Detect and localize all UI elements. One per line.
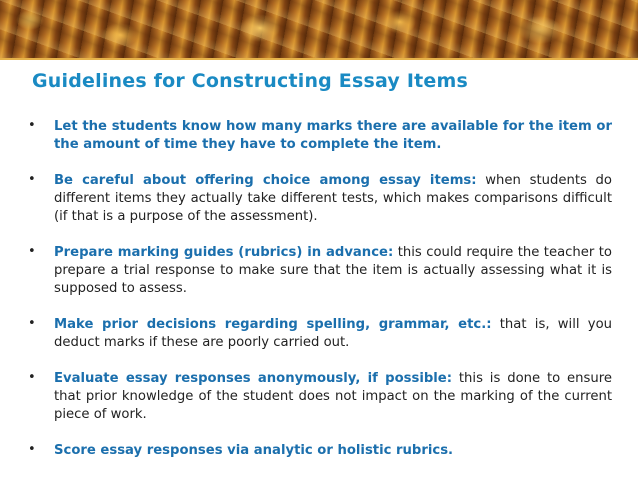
guideline-lead: Be careful about offering choice among essay items:	[54, 173, 477, 188]
guideline-item	[28, 442, 612, 460]
header-banner-image	[0, 0, 638, 58]
banner-texture	[0, 0, 638, 58]
guideline-text: that is, will you deduct marks if these are poorly carried out.	[54, 317, 612, 350]
bullet-icon: •	[28, 370, 36, 385]
guideline-text: this could require the teacher to prepare a trial response to make sure that the item is actually assessing what it is supposed to assess.	[54, 245, 613, 296]
guideline-item	[28, 244, 612, 298]
bullet-icon: •	[28, 316, 36, 331]
bullet-icon: •	[28, 118, 36, 133]
guideline-text: this is done to ensure that prior knowledge of the student does not impact on the marking of the current piece of work.	[54, 371, 613, 422]
banner-divider	[0, 58, 638, 60]
guideline-lead: Prepare marking guides (rubrics) in advance:	[54, 245, 394, 260]
bullet-icon: •	[28, 442, 36, 457]
guideline-lead: Make prior decisions regarding spelling, grammar, etc.:	[54, 317, 492, 332]
bullet-icon: •	[28, 172, 36, 187]
bullet-icon: •	[28, 244, 36, 259]
guideline-item	[28, 370, 612, 424]
guideline-text: when students do different items they actually take different tests, which makes comparisons difficult (if that is a purpose of the assessment).	[54, 173, 612, 224]
guideline-lead: Score essay responses via analytic or holistic rubrics.	[54, 443, 454, 458]
slide-title: Guidelines for Constructing Essay Items	[32, 70, 468, 92]
guideline-list	[28, 118, 612, 460]
guideline-item	[28, 316, 612, 352]
guideline-item	[28, 172, 612, 226]
guideline-lead: Let the students know how many marks there are available for the item or the amount of time they have to complete the item.	[54, 119, 612, 152]
guideline-lead: Evaluate essay responses anonymously, if possible:	[54, 371, 453, 386]
guideline-item	[28, 118, 612, 154]
